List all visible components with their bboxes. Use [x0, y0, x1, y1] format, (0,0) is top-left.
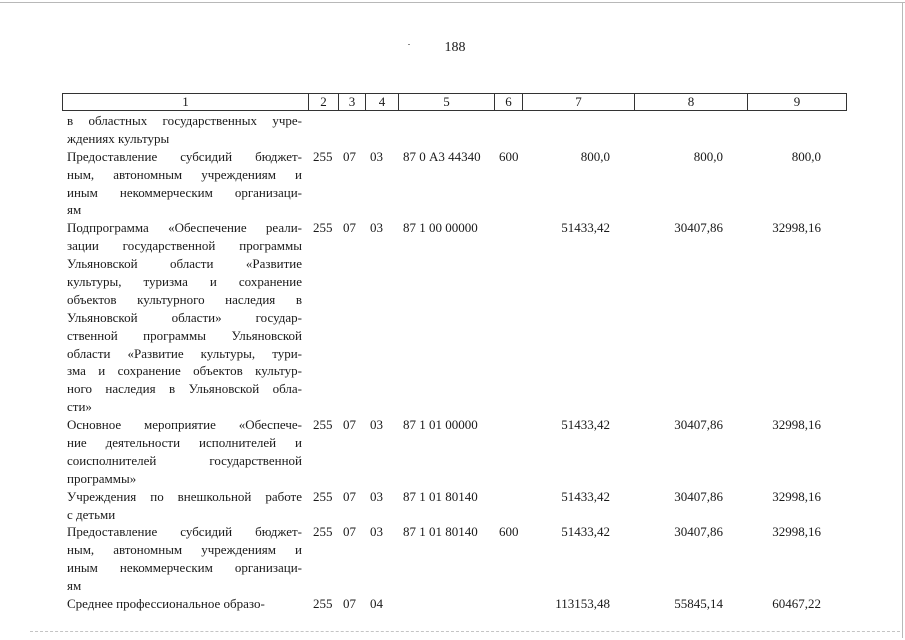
header-col-5: 5 [399, 94, 495, 110]
description-line: Учреждения по внешкольной работе [67, 488, 302, 504]
cell-amount-2: 30407,86 [674, 524, 723, 540]
cell-amount-2 [634, 113, 747, 148]
description-line: в областных государственных учре- [67, 113, 302, 128]
cell-admin-code: 255 [313, 148, 333, 164]
cell-admin-code: 255 [313, 596, 333, 612]
cell-admin-code: 255 [313, 417, 333, 433]
cell-expense-type [494, 595, 522, 613]
cell-section [338, 113, 365, 148]
cell-target-article [398, 595, 494, 613]
table-row [62, 595, 847, 613]
table-header [62, 93, 847, 111]
cell-amount-1: 51433,42 [561, 488, 610, 504]
cell-section: 07 [343, 220, 356, 236]
description-line: Предоставление субсидий бюджет- [67, 524, 302, 540]
cell-amount-3: 32998,16 [772, 417, 821, 433]
cell-subsection: 03 [370, 148, 383, 164]
header-col-9: 9 [793, 94, 801, 109]
description-line: ние деятельности исполнителей и [67, 435, 302, 451]
description-line: ям [67, 202, 82, 218]
cell-admin-code: 255 [313, 488, 333, 504]
cell-expense-type: 600 [499, 148, 519, 164]
table-row [62, 523, 847, 595]
description-line: Ульяновской области «Развитие [67, 256, 302, 272]
cell-description [62, 219, 308, 416]
cell-admin-code [308, 113, 338, 148]
cell-amount-2: 55845,14 [674, 596, 723, 612]
cell-amount-3: 60467,22 [772, 596, 821, 612]
cell-target-article [398, 113, 494, 148]
description-line: иным некоммерческим организаци- [67, 184, 302, 200]
cell-target-article: 87 0 А3 44340 [403, 148, 481, 164]
cell-amount-2: 30407,86 [674, 220, 723, 236]
description-line: Подпрограмма «Обеспечение реали- [67, 220, 302, 236]
header-col-1: 1 [63, 94, 309, 110]
description-line: с детьми [67, 506, 116, 522]
cell-target-article: 87 1 01 00000 [403, 417, 478, 433]
page-number: 188 [444, 40, 466, 55]
header-col-7: 7 [523, 94, 635, 110]
scan-speck [408, 44, 410, 45]
cell-description [62, 488, 308, 524]
cell-amount-2: 30407,86 [674, 417, 723, 433]
scan-border-bottom [30, 631, 900, 632]
cell-amount-1: 113153,48 [555, 596, 610, 612]
scan-border-top [0, 2, 905, 3]
header-col-3: 3 [339, 94, 366, 110]
cell-section: 07 [343, 417, 356, 433]
cell-amount-3: 32998,16 [772, 220, 821, 236]
cell-expense-type [494, 219, 522, 416]
cell-description [62, 113, 308, 148]
table-row [62, 416, 847, 488]
cell-description [62, 148, 308, 220]
cell-amount-1: 51433,42 [561, 417, 610, 433]
cell-amount-3 [747, 113, 845, 148]
description-line: соисполнителей государственной [67, 452, 302, 468]
description-line: ным, автономным учреждениям и [67, 166, 302, 182]
cell-subsection: 03 [370, 488, 383, 504]
cell-subsection [365, 113, 398, 148]
description-line: объектов культурного наследия в [67, 291, 302, 307]
header-col-8: 8 [635, 94, 748, 110]
cell-amount-1 [522, 113, 634, 148]
description-line: программы» [67, 470, 137, 486]
cell-subsection: 04 [370, 596, 383, 612]
cell-target-article: 87 1 01 80140 [403, 524, 478, 540]
cell-description [62, 595, 308, 613]
description-line: ным, автономным учреждениям и [67, 542, 302, 558]
description-line: культуры, туризма и сохранение [67, 274, 302, 290]
cell-expense-type [494, 416, 522, 488]
description-line: ного наследия в Ульяновской обла- [67, 381, 302, 397]
description-line: Ульяновской области» государ- [67, 309, 302, 325]
cell-section: 07 [343, 488, 356, 504]
description-line: сти» [67, 399, 92, 415]
cell-amount-3: 800,0 [791, 148, 821, 164]
description-line: Среднее профессиональное образо- [67, 596, 265, 612]
cell-description [62, 523, 308, 595]
cell-amount-2: 800,0 [693, 148, 723, 164]
cell-amount-2: 30407,86 [674, 488, 723, 504]
scan-border-right [902, 2, 903, 638]
description-line: ственной программы Ульяновской [67, 327, 302, 343]
cell-subsection: 03 [370, 417, 383, 433]
table-row [62, 219, 847, 416]
cell-amount-3: 32998,16 [772, 524, 821, 540]
table-row [62, 148, 847, 220]
header-col-4: 4 [366, 94, 399, 110]
cell-admin-code: 255 [313, 220, 333, 236]
cell-expense-type [494, 488, 522, 524]
table-body [62, 113, 847, 613]
header-col-6: 6 [495, 94, 523, 110]
cell-section: 07 [343, 524, 356, 540]
description-line: ям [67, 578, 82, 594]
header-col-2: 2 [309, 94, 339, 110]
cell-subsection: 03 [370, 524, 383, 540]
cell-target-article: 87 1 01 80140 [403, 488, 478, 504]
cell-subsection: 03 [370, 220, 383, 236]
description-line: зации государственной программы [67, 238, 302, 254]
description-line: зма и сохранение объектов культур- [67, 363, 302, 379]
cell-target-article: 87 1 00 00000 [403, 220, 478, 236]
cell-amount-1: 51433,42 [561, 220, 610, 236]
cell-expense-type: 600 [499, 524, 519, 540]
cell-expense-type [494, 113, 522, 148]
cell-description [62, 416, 308, 488]
description-line: иным некоммерческим организаци- [67, 560, 302, 576]
cell-amount-3: 32998,16 [772, 488, 821, 504]
cell-admin-code: 255 [313, 524, 333, 540]
cell-amount-1: 51433,42 [561, 524, 610, 540]
description-line: ждениях культуры [67, 130, 170, 146]
table-row [62, 113, 847, 148]
table-row [62, 488, 847, 524]
description-line: Основное мероприятие «Обеспече- [67, 417, 302, 433]
description-line: Предоставление субсидий бюджет- [67, 148, 302, 164]
description-line: области «Развитие культуры, тури- [67, 345, 302, 361]
cell-amount-1: 800,0 [580, 148, 610, 164]
cell-section: 07 [343, 148, 356, 164]
cell-section: 07 [343, 596, 356, 612]
